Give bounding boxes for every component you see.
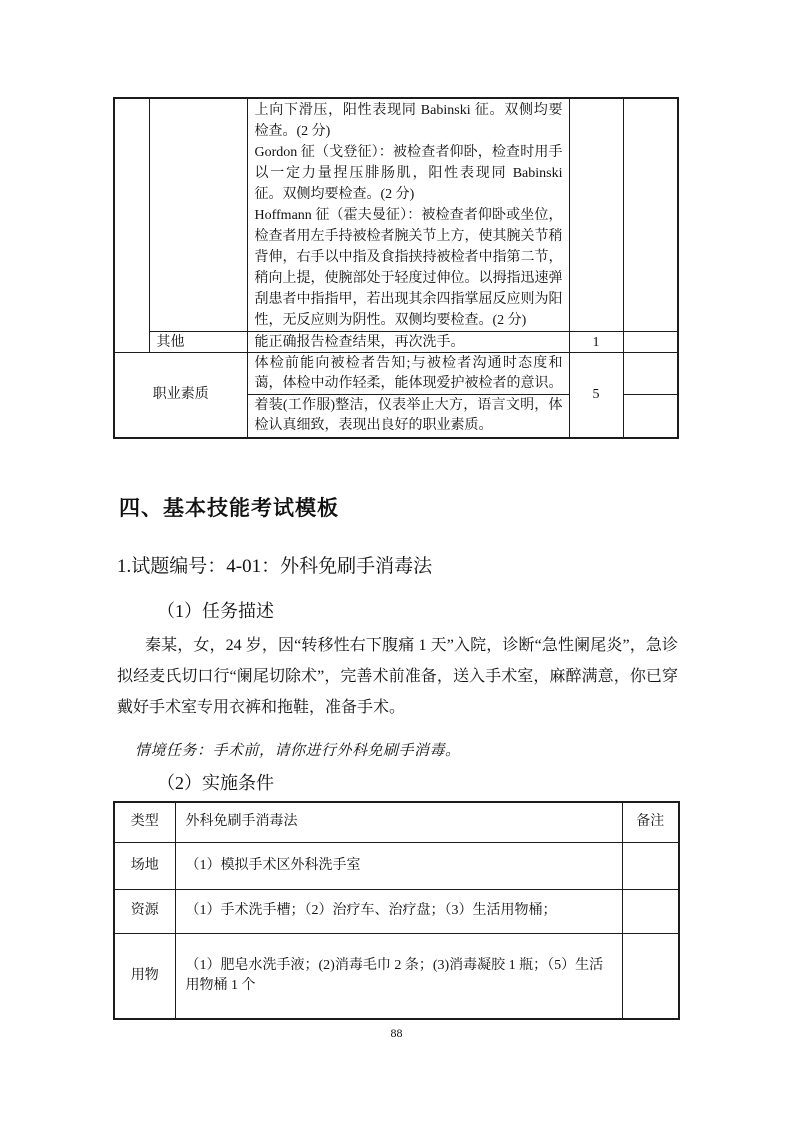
remark-header-cell: 备注 bbox=[622, 802, 679, 842]
condition-content-cell: （1）肥皂水洗手液；(2)消毒毛巾 2 条；(3)消毒凝胶 1 瓶；（5）生活用物桶 1 个 bbox=[175, 933, 622, 1019]
remark-cell-empty bbox=[623, 98, 678, 332]
row-label: 类型 bbox=[114, 802, 175, 842]
criteria-paragraph: 上向下滑压，阳性表现同 Babinski 征。双侧均要检查。(2 分) bbox=[254, 103, 563, 139]
remark-cell-empty bbox=[623, 353, 678, 395]
row-label: 场地 bbox=[114, 842, 175, 889]
row-label: 用物 bbox=[114, 933, 175, 1019]
category-cell-empty bbox=[114, 98, 149, 353]
table-row bbox=[114, 889, 679, 933]
row-label: 资源 bbox=[114, 889, 175, 933]
row-label: 职业素质 bbox=[114, 353, 247, 438]
task-description-paragraph: 秦某，女，24 岁，因“转移性右下腹痛 1 天”入院，诊断“急性阑尾炎”，急诊拟经麦氏切口行“阑尾切除术”，完善术前准备，送入手术室，麻醉满意，你已穿戴好手术室专用衣裤和拖鞋，准备手术。 bbox=[117, 637, 678, 716]
table-row bbox=[114, 332, 678, 353]
criteria-cell: 着装(工作服)整洁，仪表举止大方，语言文明，体检认真细致，表现出良好的职业素质。 bbox=[247, 395, 569, 438]
table-row bbox=[114, 842, 679, 889]
criteria-cell bbox=[247, 98, 569, 332]
table-row bbox=[114, 802, 679, 842]
page-number: 88 bbox=[390, 1026, 403, 1040]
criteria-cell: 体检前能向被检者告知;与被检者沟通时态度和蔼，体检中动作轻柔，能体现爱护被检者的意识。 bbox=[247, 353, 569, 395]
criteria-paragraph: Gordon 征（戈登征）：被检查者仰卧，检查时用手以一定力量捏压腓肠肌，阳性表现同 Babinski 征。双侧均要检查。(2 分) bbox=[254, 145, 563, 202]
table-row bbox=[114, 98, 678, 332]
remark-cell-empty bbox=[623, 395, 678, 438]
situation-task-line: 情境任务：手术前，请你进行外科免刷手消毒。 bbox=[135, 743, 461, 759]
table-row bbox=[114, 353, 678, 395]
condition-content-cell: （1）手术洗手槽；（2）治疗车、治疗盘；（3）生活用物桶； bbox=[175, 889, 622, 933]
type-value-cell: 外科免刷手消毒法 bbox=[175, 802, 622, 842]
remark-cell-empty bbox=[622, 842, 679, 889]
condition-content-cell: （1）模拟手术区外科洗手室 bbox=[175, 842, 622, 889]
score-table bbox=[113, 97, 679, 439]
remark-cell-empty bbox=[622, 889, 679, 933]
score-cell: 5 bbox=[569, 353, 623, 438]
section-heading: 四、基本技能考试模板 bbox=[119, 496, 339, 520]
row-label: 其他 bbox=[149, 332, 247, 353]
criteria-paragraph: Hoffmann 征（霍夫曼征）：被检查者仰卧或坐位，检查者用左手持被检者腕关节上方，使其腕关节稍背伸，右手以中指及食指挟持被检者中指第二节，稍向上提，使腕部处于轻度过伸位。以拇指迅速弹刮患者中指指甲，若出现其余四指掌屈反应则为阳性，无反应则为阴性。双侧均要检查。(2 分) bbox=[254, 208, 563, 328]
table-row bbox=[114, 933, 679, 1019]
item-heading: 1.试题编号：4-01：外科免刷手消毒法 bbox=[117, 556, 433, 577]
conditions-heading: （2）实施条件 bbox=[157, 773, 274, 793]
task-description-heading: （1）任务描述 bbox=[157, 601, 274, 621]
remark-cell-empty bbox=[623, 332, 678, 353]
conditions-table bbox=[113, 801, 680, 1020]
score-cell: 1 bbox=[569, 332, 623, 353]
item-cell-empty bbox=[149, 98, 247, 332]
score-cell-empty bbox=[569, 98, 623, 332]
remark-cell-empty bbox=[622, 933, 679, 1019]
criteria-cell: 能正确报告检查结果，再次洗手。 bbox=[247, 332, 569, 353]
